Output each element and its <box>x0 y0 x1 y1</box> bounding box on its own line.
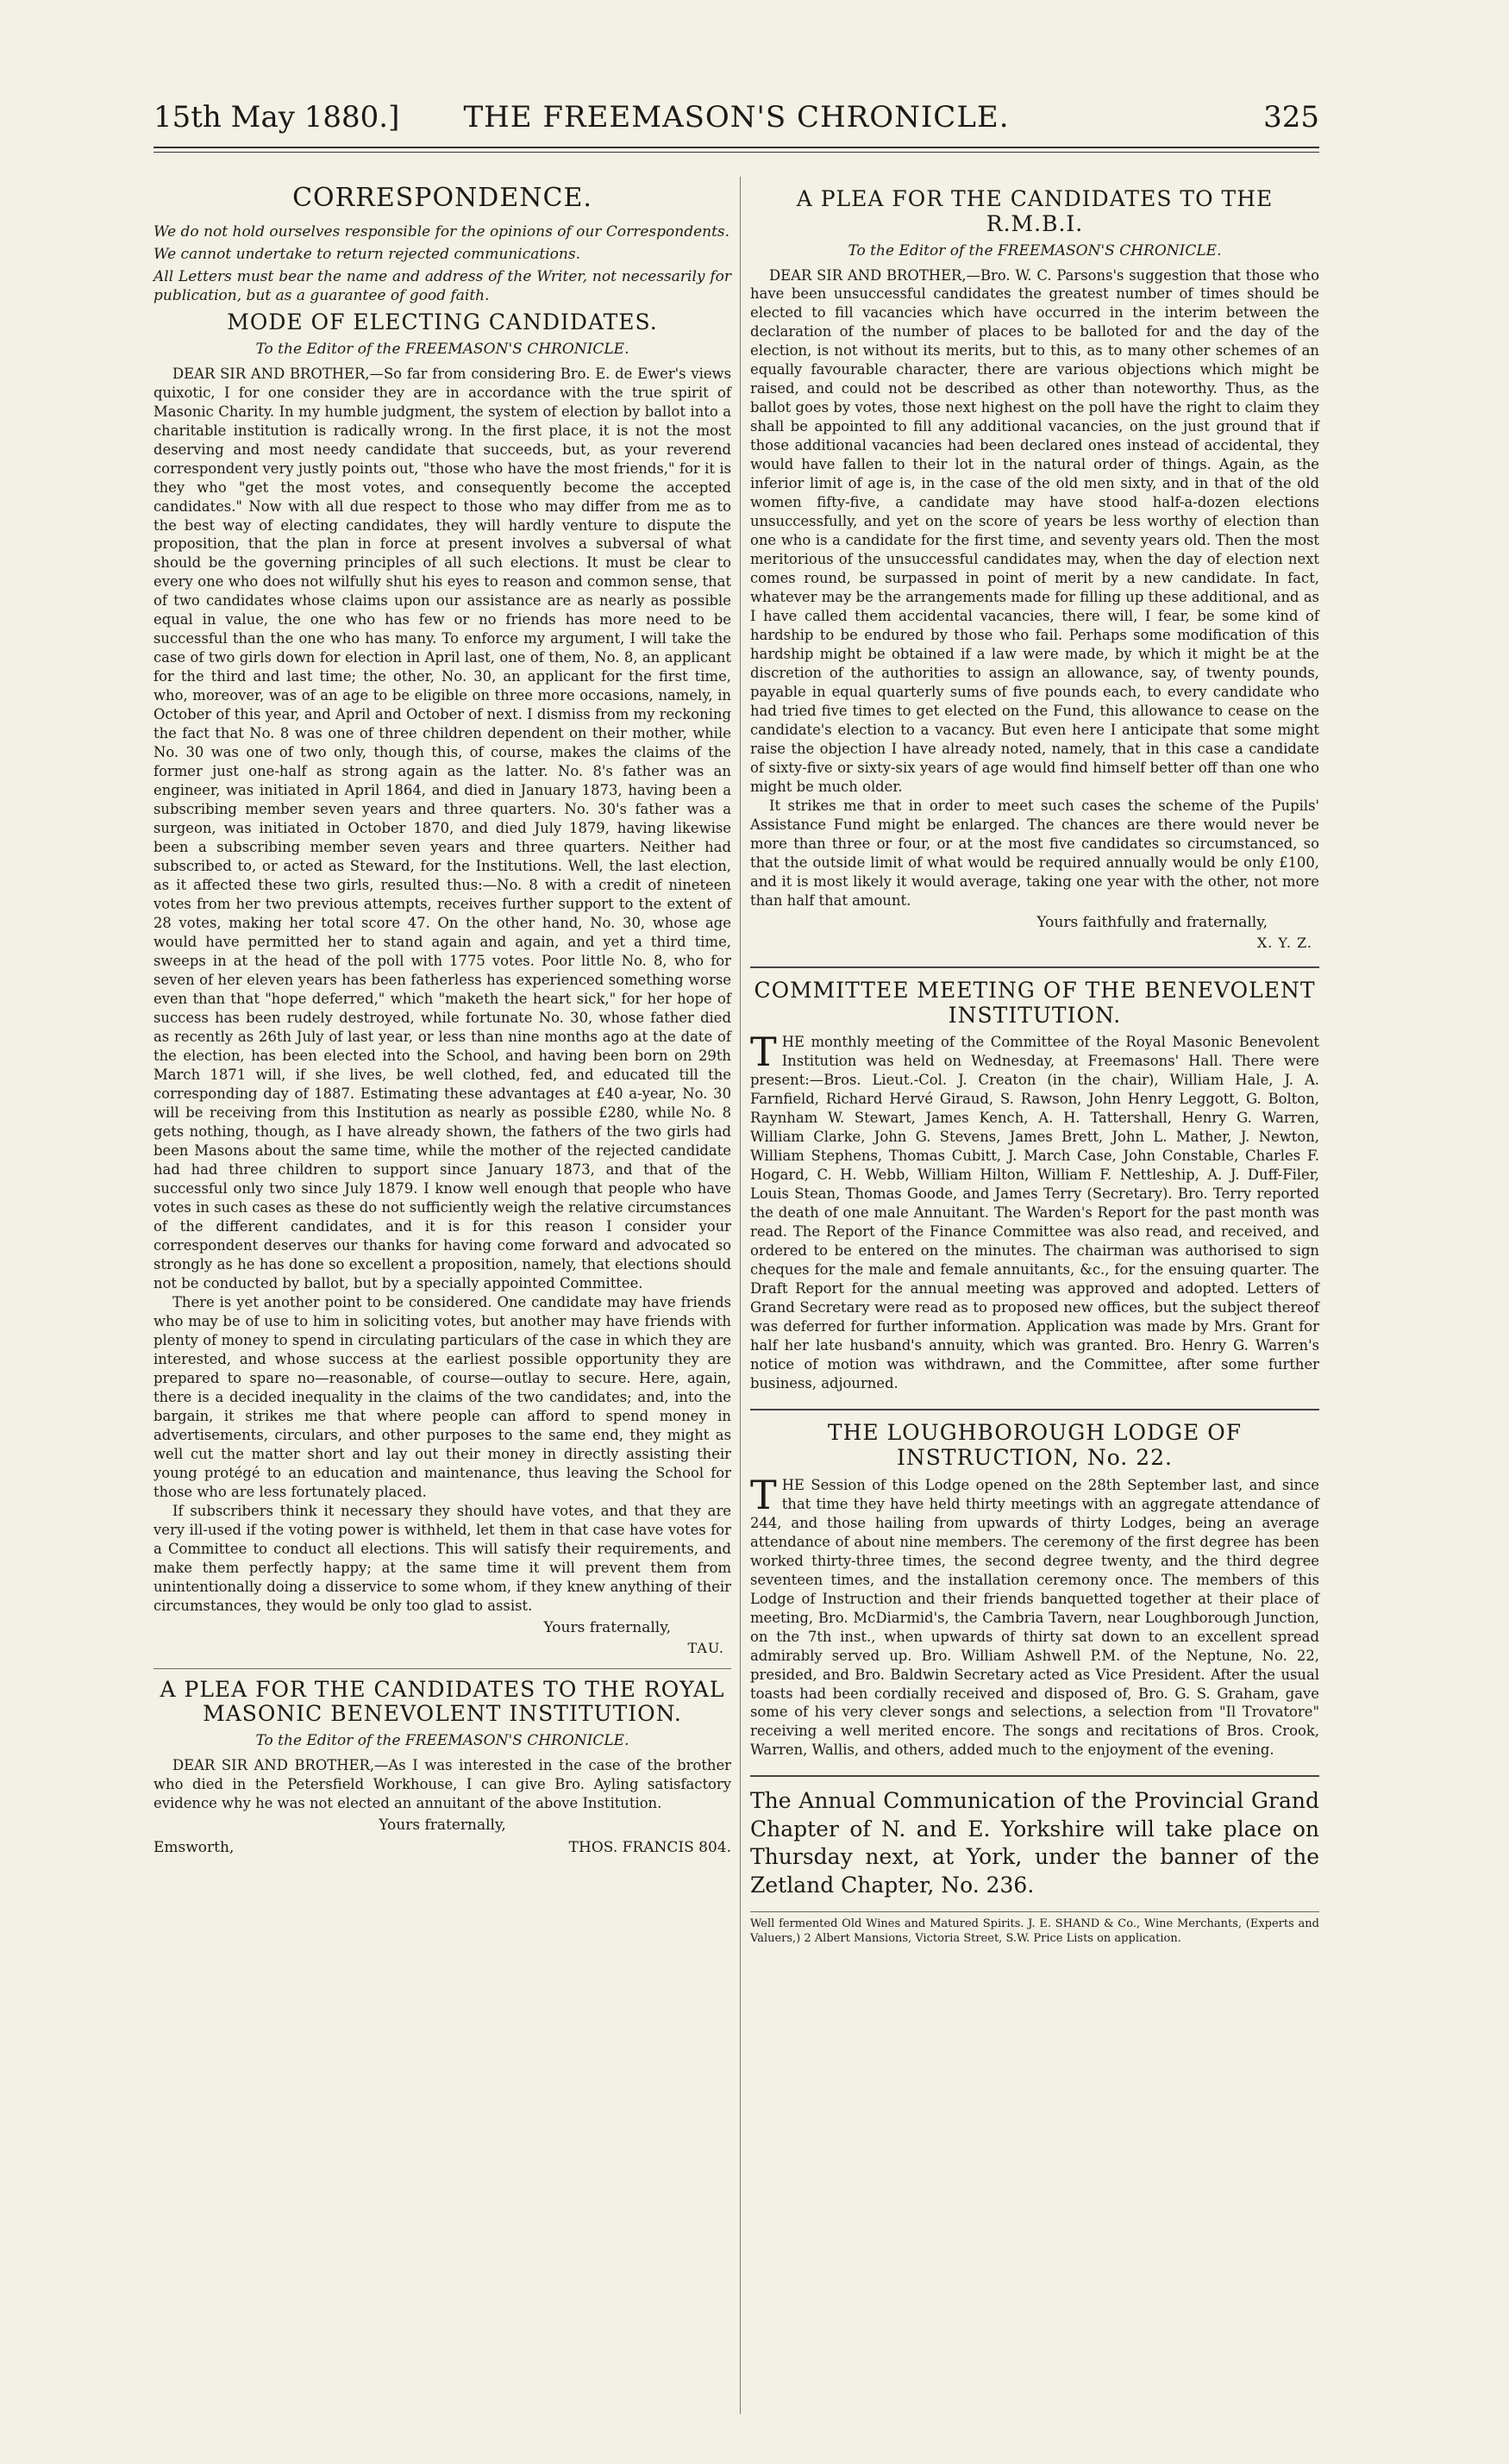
article-divider <box>153 1668 731 1669</box>
correspondence-heading: CORRESPONDENCE. <box>292 183 592 213</box>
page-header <box>153 97 1319 145</box>
header-rule <box>153 147 1319 148</box>
letter-closing: Yours fraternally, <box>379 1817 506 1835</box>
article-title: MODE OF ELECTING CANDIDATES. <box>227 309 658 335</box>
letter-paragraph: DEAR SIR AND BROTHER,—Bro. W. C. Parsons's suggestion that those who have been unsuccessful candidates the greatest number of times should be elected to fill vacancies which have occurred in the interim between the declaration of the number of places to be balloted for and the day of the election, is not without its merits, but to this, as to many other schemes of an equally favourable character, there are various objections which might be raised, and could not be described as other than noteworthy. Thus, as the ballot goes by votes, those next highest on the poll have the right to claim they shall be appointed to fill any additional vacancies, on the just ground that if those additional vacancies had been declared ones instead of accidental, they would have fallen to their lot in the natural order of things. Again, as the inferior limit of age is, in the case of the old men sixty, and in that of the old women fifty-five, a candidate may have stood half-a-dozen elections unsuccessfully, and yet on the score of years be less worthy of election than one who is a candidate for the first time, and seventy years old. Then the most meritorious of the unsuccessful candidates may, when the day of election next comes round, be surpassed in point of merit by a new candidate. In fact, whatever may be the arrangements made for filling up these additional, and as I have called them accidental vacancies, there will, I fear, be some kind of hardship to be endured by those who fail. Perhaps some modification of this hardship might be obtained if a law were made, by which it might be at the discretion of the authorities to assign an allowance, say, of twenty pounds, payable in equal quarterly sums of five pounds each, to every candidate who had tried five times to get elected on the Fund, this allowance to cease on the candidate's election to a vacancy. But even here I anticipate that some might raise the objection I have already noted, namely, that in this case a candidate of sixty-five or sixty-six years of age would find himself better off than one who might be much older. <box>750 266 1319 796</box>
letter-paragraph: DEAR SIR AND BROTHER,—So far from considering Bro. E. de Ewer's views quixotic, I for one consider they are in accordance with the true spirit of Masonic Charity. In my humble judgment, the system of election by ballot into a charitable institution is radically wrong. In the first place, it is not the most deserving and most needy candidate that succeeds, but, as your reverend correspondent very justly points out, "those who have the most friends," for it is they who "get the most votes, and consequently become the accepted candidates." Now with all due respect to those who may differ from me as to the best way of electing candidates, they will hardly venture to dispute the proposition, that the plan in force at present involves a subversal of what should be the governing principles of all such elections. It must be clear to every one who does not wilfully shut his eyes to reason and common sense, that of two candidates whose claims upon our assistance are as nearly as possible equal in value, the one who has few or no friends has more need to be successful than the one who has many. To enforce my argument, I will take the case of two girls down for election in April last, one of them, No. 8, an applicant for the third and last time; the other, No. 30, an applicant for the first time, who, moreover, was of an age to be eligible on three more occasions, namely, in October of this year, and April and October of next. I dismiss from my reckoning the fact that No. 8 was one of three children dependent on their mother, while No. 30 was one of two only, though this, of course, makes the claims of the former just one-half as strong again as the latter. No. 8's father was an engineer, was initiated in April 1864, and died in January 1873, having been a subscribing member seven years and three quarters. No. 30's father was a surgeon, was initiated in October 1870, and died July 1879, having likewise been a subscribing member seven years and three quarters. Neither had subscribed to, or acted as Steward, for the Institutions. Well, the last election, as it affected these two girls, resulted thus:—No. 8 with a credit of nineteen votes from her two previous attempts, receives further support to the extent of 28 votes, making her total score 47. On the other hand, No. 30, whose age would have permitted her to stand again and again, and yet a third time, sweeps in at the head of the poll with 1775 votes. Poor little No. 8, who for seven of her eleven years has been fatherless has experienced something worse even than that "hope deferred," which "maketh the heart sick," for her hope of success has been rudely destroyed, while fortunate No. 30, whose father died as recently as 26th July of last year, or less than nine months ago at the date of the election, has been elected into the School, and having been born on 29th March 1871 will, if she lives, be well clothed, fed, and educated till the corresponding day of 1887. Estimating these advantages at £40 a-year, No. 30 will be receiving from this Institution as nearly as possible £280, while No. 8 gets nothing, though, as I have already shown, the fathers of the two girls had been Masons about the same time, while the mother of the rejected candidate had had three children to support since January 1873, and that of the successful only two since July 1879. I know well enough that people who have votes in such cases as these do not sufficiently weigh the relative circumstances of the different candidates, and it is for this reason I consider your correspondent deserves our thanks for having come forward and advocated so strongly as he has done so excellent a proposition, namely, that elections should not be conducted by ballot, but by a specially appointed Committee. <box>153 365 731 1291</box>
editorial-notice: We do not hold ourselves responsible for the opinions of our Correspondents. <box>153 222 730 241</box>
advertisement: Well fermented Old Wines and Matured Spirits. J. E. SHAND & Co., Wine Merchants, (Experts and Valuers,) 2 Albert Mansions, Victoria Street, S.W. Price Lists on application. <box>750 1911 1319 1947</box>
column-divider <box>740 177 741 2414</box>
salutation-line: To the Editor of the FREEMASON'S CHRONICLE. <box>255 1732 629 1750</box>
salutation-line: To the Editor of the FREEMASON'S CHRONICLE. <box>255 340 629 358</box>
editorial-notice: We cannot undertake to return rejected communications. <box>153 245 580 263</box>
salutation-line: To the Editor of the FREEMASON'S CHRONICLE. <box>848 241 1222 260</box>
letter-paragraph: If subscribers think it necessary they should have votes, and that they are very ill-used if the voting power is withheld, let them in that case have votes for a Committee to conduct all elections. This will satisfy their requirements, and make them perfectly happy; at the same time it will prevent them from unintentionally doing a disservice to some whom, if they knew anything of their circumstances, they would be only too glad to assist. <box>153 1502 731 1614</box>
letter-closing: Yours fraternally, <box>543 1618 671 1636</box>
letter-place: Emsworth, <box>153 1839 235 1857</box>
article-title: THE LOUGHBOROUGH LODGE OF INSTRUCTION, No. 22. <box>827 1420 1243 1470</box>
letter-paragraph: There is yet another point to be considered. One candidate may have friends who may be of use to him in soliciting votes, but another may have friends with plenty of money to spend in circulating particulars of the case in which they are interested, and whose success at the earliest possible opportunity they are prepared to spare no—reasonable, of course—outlay to secure. Here, again, there is a decided inequality in the claims of the two candidates; and, into the bargain, it strikes me that where people can afford to spend money in advertisements, circulars, and other purposes to the same end, they might as well cut the matter short and lay out their money in directly assisting their young protégé to an education and maintenance, thus leaving the School for those who are less fortunately placed. <box>153 1293 731 1500</box>
header-rule-thin <box>153 152 1319 153</box>
announcement: The Annual Communication of the Provincial Grand Chapter of N. and E. Yorkshire will take place on Thursday next, at York, under the banner of the Zetland Chapter, No. 236. <box>750 1788 1319 1898</box>
editorial-notice: All Letters must bear the name and address of the Writer, not necessarily for publication, but as a guarantee of good faith. <box>153 267 731 304</box>
article-divider <box>750 966 1319 968</box>
left-column <box>153 177 731 1856</box>
article-title: COMMITTEE MEETING OF THE BENEVOLENT INSTITUTION. <box>754 977 1316 1028</box>
publication-title: THE FREEMASON'S CHRONICLE. <box>463 100 1010 134</box>
article-divider <box>750 1409 1319 1410</box>
letter-signature: THOS. FRANCIS 804. <box>568 1839 731 1857</box>
letter-signature: TAU. <box>687 1639 724 1656</box>
letter-closing: Yours faithfully and fraternally, <box>1036 913 1268 931</box>
report-paragraph: THE Session of this Lodge opened on the 28th September last, and since that time they have held thirty meetings with an aggregate attendance of 244, and those hailing from upwards of thirty Lodges, being an average attendance of about nine members. The ceremony of the first degree has been worked thirty-three times, the second degree twenty, and the third degree seventeen times, and the installation ceremony once. The members of this Lodge of Instruction and their friends banquetted together at their place of meeting, Bro. McDiarmid's, the Cambria Tavern, near Loughborough Junction, on the 7th inst., when upwards of thirty sat down to an excellent spread admirably served up. Bro. William Ashwell P.M. of the Neptune, No. 22, presided, and Bro. Baldwin Secretary acted as Vice President. After the usual toasts had been cordially received and disposed of, Bro. G. S. Graham, gave some of his very clever songs and selections, a selection from "Il Trovatore" receiving a well merited encore. The songs and recitations of Bros. Crook, Warren, Wallis, and others, added much to the enjoyment of the evening. <box>750 1471 1319 1759</box>
page-number: 325 <box>1263 100 1319 134</box>
article-title: A PLEA FOR THE CANDIDATES TO THE R.M.B.I. <box>796 186 1274 236</box>
letter-paragraph: DEAR SIR AND BROTHER,—As I was interested in the case of the brother who died in the Petersfield Workhouse, I can give Bro. Ayling satisfactory evidence why he was not elected an annuitant of the above Institution. <box>153 1757 731 1812</box>
letter-paragraph: It strikes me that in order to meet such cases the scheme of the Pupils' Assistance Fund might be enlarged. The chances are there would never be more than three or four, or at the most five candidates so circumstanced, so that the outside limit of what would be required annually would be only £100, and it is most likely it would average, taking one year with the other, not more than half that amount. <box>750 797 1319 909</box>
letter-footer <box>153 1839 731 1856</box>
report-paragraph: THE monthly meeting of the Committee of the Royal Masonic Benevolent Institution was held on Wednesday, at Freemasons' Hall. There were present:—Bros. Lieut.-Col. J. Creaton (in the chair), William Hale, J. A. Farnfield, Richard Hervé Giraud, S. Rawson, John Henry Leggott, G. Bolton, Raynham W. Stewart, James Kench, A. H. Tattershall, Henry G. Warren, William Clarke, John G. Stevens, James Brett, John L. Mather, J. Newton, William Stephens, Thomas Cubitt, J. March Case, John Constable, Charles F. Hogard, C. H. Webb, William Hilton, William F. Nettleship, A. J. Duff-Filer, Louis Stean, Thomas Goode, and James Terry (Secretary). Bro. Terry reported the death of one male Annuitant. The Warden's Report for the past month was read. The Report of the Finance Committee was also read, and received, and ordered to be entered on the minutes. The chairman was authorised to sign cheques for the male and female annuitants, &c., for the ensuing quarter. The Draft Report for the annual meeting was approved and adopted. Letters of Grand Secretary were read as to proposed new offices, but the subject thereof was deferred for further information. Application was made by Mrs. Grant for half her late husband's annuity, which was granted. Bro. Henry G. Warren's notice of motion was withdrawn, and the Committee, after some further business, adjourned. <box>750 1029 1319 1392</box>
right-column <box>750 177 1319 1958</box>
issue-date: 15th May 1880.] <box>153 100 400 134</box>
article-title: A PLEA FOR THE CANDIDATES TO THE ROYAL MASONIC BENEVOLENT INSTITUTION. <box>160 1676 725 1727</box>
letter-signature: X. Y. Z. <box>1256 934 1312 951</box>
article-divider <box>750 1775 1319 1777</box>
